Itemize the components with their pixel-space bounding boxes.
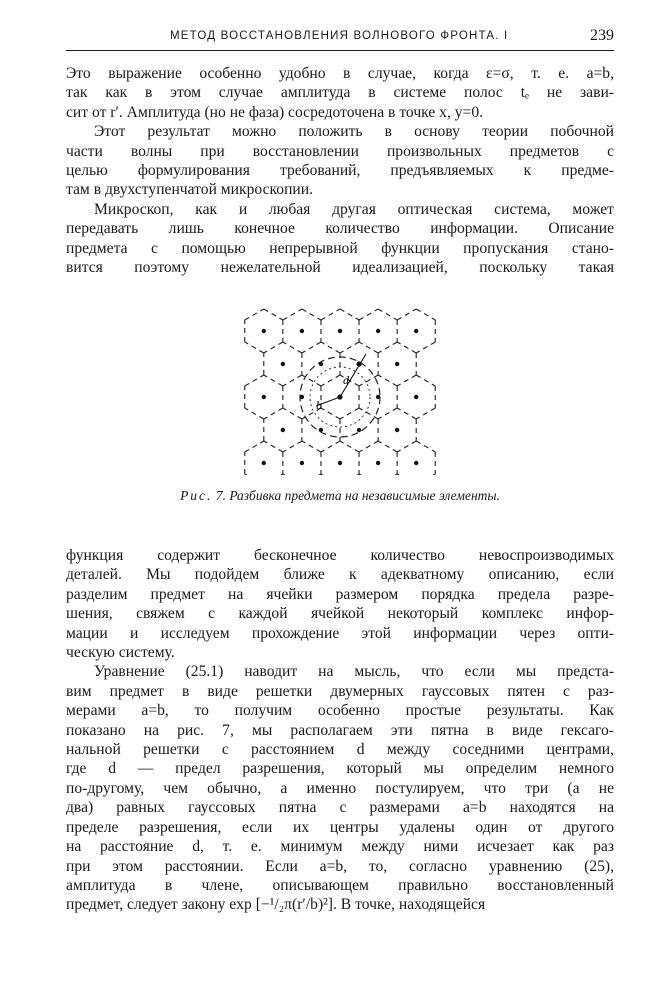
bottom-text — [66, 546, 614, 915]
hexagon-edge — [283, 342, 302, 353]
lattice-dot — [281, 362, 285, 366]
text-line: мации и исследуем прохождение этой информации через опти- — [66, 624, 614, 642]
text-line: ческую систему. — [66, 644, 175, 662]
hexagon-edge — [340, 408, 359, 419]
hexagon-edge — [416, 375, 435, 386]
hexagon-edge — [264, 441, 283, 452]
label-b: b — [316, 398, 322, 412]
hexagon-edge — [359, 309, 378, 320]
lattice-dot — [357, 428, 361, 432]
text-line: вим предмет в виде решетки двумерных гауссовых пятен с раз- — [66, 682, 614, 700]
hexagon-edge — [359, 342, 378, 353]
text-line: амплитуда в члене, описывающем правильно восстановленный — [66, 876, 614, 894]
hexagon-edge — [264, 408, 283, 419]
text-line: по-другому, чем обычно, а именно постулируем, что три (а не — [66, 779, 614, 797]
text-line: разделим предмет на ячейки размером порядка предела разре- — [66, 585, 614, 603]
hexagon-edge — [283, 375, 302, 386]
hexagon-edge — [302, 342, 321, 353]
hexagon-edge — [416, 441, 435, 452]
hexagon-edge — [283, 309, 302, 320]
hexagon-edge — [245, 441, 264, 452]
hexagon-edge — [283, 474, 302, 475]
lattice-dot — [376, 329, 380, 333]
lattice-dot — [262, 329, 266, 333]
hexagon-edge — [378, 441, 397, 452]
text-line: показано на рис. 7, мы располагаем эти пятна в виде гексаго- — [66, 721, 614, 739]
hexagon-edge — [416, 474, 435, 475]
lattice-dot — [300, 461, 304, 465]
top-text — [66, 64, 614, 277]
text-line: Это выражение особенно удобно в случае, когда ε=σ, т. е. a=b, — [66, 65, 614, 82]
caption-text: 7. Разбивка предмета на независимые элементы. — [215, 488, 500, 503]
text-line: вится поэтому нежелательной идеализацией, поскольку такая — [66, 259, 614, 277]
running-head — [66, 27, 614, 51]
text-line: Микроскоп, как и любая другая оптическая система, может — [94, 200, 614, 218]
hexagon-edge — [264, 375, 283, 386]
text-line: предмета с помощью непрерывной функции пропускания стано- — [66, 239, 614, 257]
hexagon-edge — [264, 342, 283, 353]
hexagon-edge — [321, 342, 340, 353]
hexagon-edge — [321, 441, 340, 452]
figure-caption — [66, 488, 614, 504]
text-line: там в двухступенчатой микроскопии. — [66, 181, 314, 199]
hexagon-edge — [245, 309, 264, 320]
lattice-dot — [338, 461, 342, 465]
hexagon-edge — [321, 309, 340, 320]
hexagon-edge — [321, 408, 340, 419]
lattice-dot — [338, 329, 342, 333]
running-title: МЕТОД ВОССТАНОВЛЕНИЯ ВОЛНОВОГО ФРОНТА. I — [170, 30, 509, 42]
hexagon-edge — [302, 309, 321, 320]
hexagon-edge — [416, 408, 435, 419]
text-line: так как в этом случае амплитуда в системе полос tₑ не зави- — [66, 84, 614, 102]
hexagon-edge — [321, 375, 340, 386]
text-line: сит от r′. Амплитуда (но не фаза) сосредоточена в точке x, y=0. — [66, 103, 484, 121]
text-line: части волны при восстановлении произвольных предметов с — [66, 142, 614, 160]
hexagonal-lattice-figure — [230, 305, 440, 475]
text-line: Этот результат можно положить в основу теории побочной — [94, 123, 614, 141]
text-line: пределе разрешения, если их центры удалены один от другого — [66, 818, 614, 836]
hexagon-edge — [378, 408, 397, 419]
lattice-dot — [414, 395, 418, 399]
hexagon-edge — [302, 474, 321, 475]
text-line: функция содержит бесконечное количество невоспроизводимых — [66, 547, 614, 564]
hexagon-edge — [283, 408, 302, 419]
hexagon-edge — [340, 474, 359, 475]
hexagon-edge — [359, 474, 378, 475]
lattice-dot — [395, 362, 399, 366]
hexagon-edge — [340, 342, 359, 353]
hexagon-edge — [378, 342, 397, 353]
lattice-dot — [414, 461, 418, 465]
text-line: где d — предел разрешения, который мы определим немного — [66, 760, 614, 778]
text-line: Уравнение (25.1) наводит на мысль, что если мы предста- — [94, 663, 614, 681]
text-line: деталей. Мы подойдем ближе к адекватному описанию, если — [66, 566, 614, 584]
hexagon-edge — [378, 309, 397, 320]
lattice-dot — [376, 461, 380, 465]
text-line: шения, свяжем с каждой ячейкой некоторый комплекс инфор- — [66, 605, 614, 623]
lattice-dot — [300, 329, 304, 333]
lattice-dot — [262, 395, 266, 399]
text-line: два) равных гауссовых пятна с размерами a=b находятся на — [66, 799, 614, 817]
hexagon-edge — [416, 309, 435, 320]
lattice-dot — [262, 461, 266, 465]
text-line: на расстояние d, т. е. минимум между ними исчезает как раз — [66, 838, 614, 856]
page-number: 239 — [590, 27, 614, 44]
hexagon-edge — [378, 375, 397, 386]
hexagon-edge — [397, 309, 416, 320]
hexagon-edge — [359, 408, 378, 419]
lattice-dot — [414, 329, 418, 333]
hexagon-edge — [321, 474, 340, 475]
hexagon-grid — [245, 309, 436, 475]
hexagon-edge — [340, 309, 359, 320]
hexagon-edge — [397, 408, 416, 419]
text-line: предмет, следует закону exp [−¹/₂π(r′/b)²]. В точке, находящейся — [66, 896, 486, 914]
lattice-dot — [395, 428, 399, 432]
caption-prefix: Рис. — [180, 488, 213, 503]
lattice-dot — [281, 428, 285, 432]
label-d: d — [343, 373, 349, 387]
hexagon-edge — [359, 441, 378, 452]
hexagon-edge — [245, 474, 264, 475]
hexagon-edge — [416, 342, 435, 353]
hexagon-edge — [302, 441, 321, 452]
hexagon-edge — [264, 309, 283, 320]
hexagon-edge — [340, 441, 359, 452]
hexagon-edge — [283, 441, 302, 452]
hexagon-edge — [397, 342, 416, 353]
hexagon-edge — [397, 441, 416, 452]
hexagon-edge — [397, 474, 416, 475]
hexagon-edge — [397, 375, 416, 386]
text-line: передавать лишь конечное количество информации. Описание — [66, 220, 614, 238]
text-line: при этом расстоянии. Если a=b, то, согласно уравнению (25), — [66, 857, 614, 875]
hexagon-edge — [378, 474, 397, 475]
text-line: целью формулирования требований, предъявляемых к предме- — [66, 162, 614, 180]
text-line: мерами a=b, то получим особенно простые результаты. Как — [66, 702, 614, 720]
text-line: нальной решетки с расстоянием d между соседними центрами, — [66, 741, 614, 759]
hexagon-edge — [264, 474, 283, 475]
hexagon-edge — [245, 375, 264, 386]
hexagon-edge — [245, 408, 264, 419]
hexagon-edge — [245, 342, 264, 353]
